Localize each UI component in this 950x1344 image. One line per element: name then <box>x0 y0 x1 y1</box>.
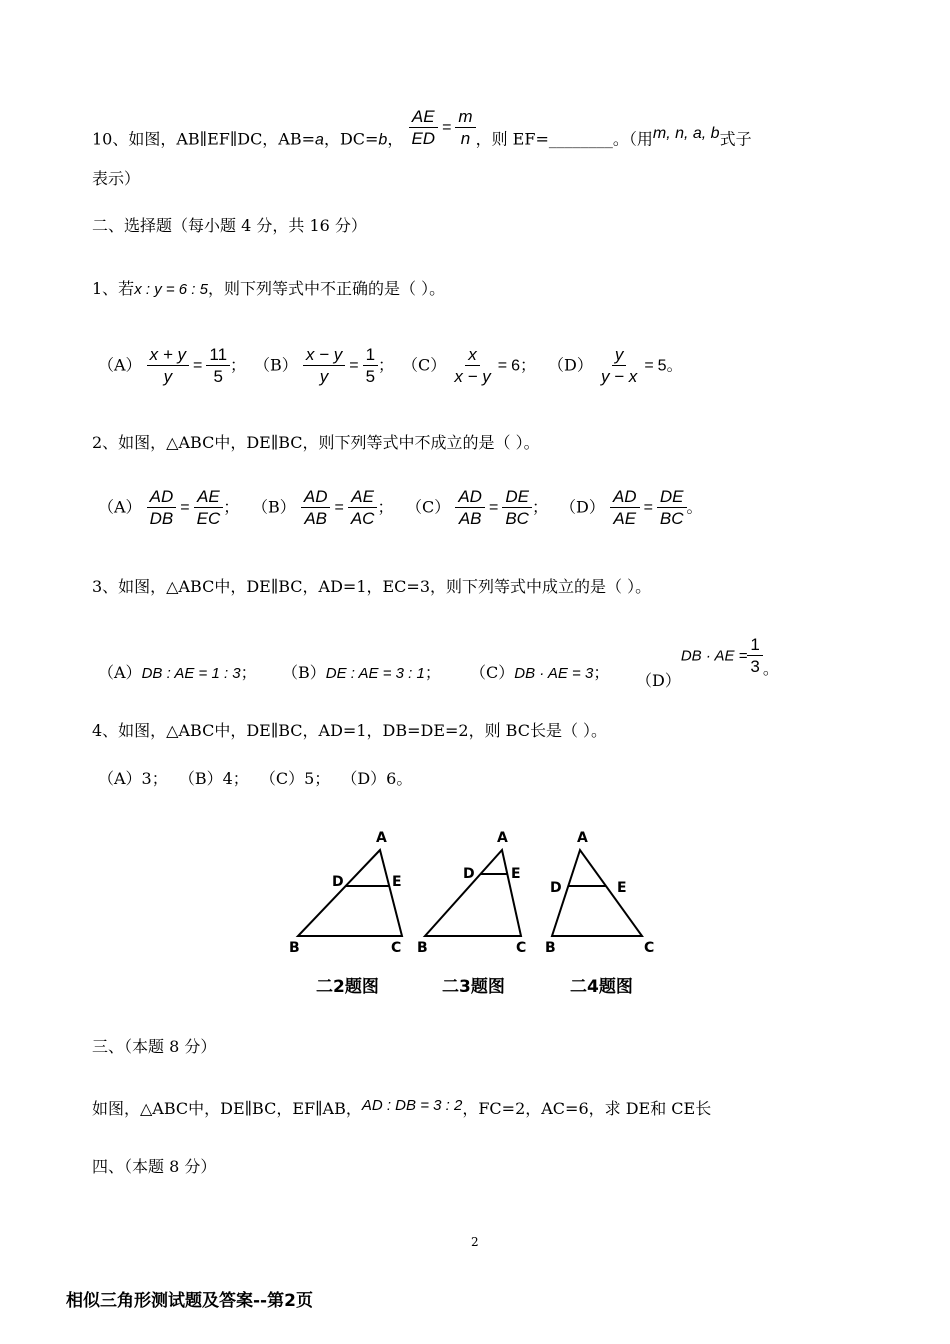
figure-caption-q3: 二3题图 <box>442 977 505 997</box>
figure-q4-triangle <box>552 850 642 936</box>
triangle-figures <box>280 828 680 968</box>
fig3-label-e: E <box>617 880 627 896</box>
s2-q4-stem: 4、如图，△ABC中，DE∥BC，AD=1，DB=DE=2，则 BC长是（ ）。 <box>92 721 608 740</box>
fig2-label-c: C <box>516 940 527 956</box>
fig3-label-a: A <box>577 830 588 846</box>
s2-q2-option-b[interactable]: （B） $\frac{AD}{AB}$ = $\frac{AE}{AC}$ ； <box>252 487 394 529</box>
fig1-label-a: A <box>376 830 387 846</box>
q10-line1: 10、如图，AB∥EF∥DC，AB=a，DC=b， $\frac{AE}{ED}$ = $\frac{m}{n}$ ，则 EF=________。（用m, n, a, b式子 <box>92 107 752 149</box>
fig2-label-a: A <box>497 830 508 846</box>
s2-q1-option-b[interactable]: （B） $\frac{x - y}{y}$ = $\frac{1}{5}$ ； <box>254 345 395 387</box>
figure-caption-q4: 二4题图 <box>570 977 633 997</box>
section3-problem: 如图，△ABC中，DE∥BC，EF∥AB，AD : DB = 3 : 2，FC=2，AC=6，求 DE和 CE长 <box>92 1097 712 1118</box>
q10-vars: m, n, a, b <box>652 125 720 143</box>
s2-q2-option-c[interactable]: （C） $\frac{AD}{AB}$ = $\frac{DE}{BC}$ ； <box>406 487 548 529</box>
page-number: 2 <box>471 1235 479 1249</box>
s2-q4-options[interactable]: （A）3； （B）4； （C）5； （D）6。 <box>98 769 413 788</box>
q10-fraction-m-n: $\frac{m}{n}$ <box>455 106 475 150</box>
s2-q2-option-d[interactable]: （D） $\frac{AD}{AE}$ = $\frac{DE}{BC}$ 。 <box>560 487 703 529</box>
figure-caption-q2: 二2题图 <box>316 977 379 997</box>
s2-q1-stem: 1、若x : y = 6 : 5，则下列等式中不正确的是（ ）。 <box>92 279 446 298</box>
fig1-label-d: D <box>332 874 344 890</box>
section4-title: 四、（本题 8 分） <box>92 1157 217 1176</box>
fig2-label-b: B <box>417 940 428 956</box>
fig1-label-e: E <box>392 874 402 890</box>
s2-q1-option-a[interactable]: （A） $\frac{x + y}{y}$ = $\frac{11}{5}$ ； <box>98 345 247 387</box>
s2-q3-stem: 3、如图，△ABC中，DE∥BC，AD=1，EC=3，则下列等式中成立的是（ ）。 <box>92 577 652 596</box>
section2-title: 二、选择题（每小题 4 分，共 16 分） <box>92 216 367 235</box>
s2-q3-option-d[interactable]: （D）DB · AE = $\frac{1}{3}$ 。 <box>636 635 779 691</box>
q10-line2: 表示） <box>92 169 141 188</box>
var-b: b <box>378 131 388 149</box>
q10-fraction-ae-ed: $\frac{AE}{ED}$ <box>408 106 438 150</box>
fig1-label-c: C <box>391 940 402 956</box>
page-footer: 相似三角形测试题及答案--第2页 <box>66 1291 313 1311</box>
fig2-label-e: E <box>511 866 521 882</box>
figure-q2-triangle <box>298 850 402 936</box>
fig3-label-d: D <box>550 880 562 896</box>
s2-q3-option-c[interactable]: （C）DB · AE = 3； <box>470 663 610 682</box>
s2-q2-stem: 2、如图，△ABC中，DE∥BC，则下列等式中不成立的是（ ）。 <box>92 433 540 452</box>
s2-q3-option-a[interactable]: （A）DB : AE = 1 : 3； <box>98 663 257 682</box>
fig3-label-c: C <box>644 940 655 956</box>
section3-title: 三、（本题 8 分） <box>92 1037 217 1056</box>
fig1-label-b: B <box>289 940 300 956</box>
fig3-label-b: B <box>545 940 556 956</box>
s2-q2-option-a[interactable]: （A） $\frac{AD}{DB}$ = $\frac{AE}{EC}$ ； <box>98 487 240 529</box>
s2-q1-option-c[interactable]: （C） $\frac{x}{x - y}$ = 6； <box>402 345 536 387</box>
s2-q3-option-b[interactable]: （B）DE : AE = 3 : 1； <box>282 663 441 682</box>
var-a: a <box>315 131 324 149</box>
s2-q1-option-d[interactable]: （D） $\frac{y}{y - x}$ = 5。 <box>548 345 683 387</box>
fig2-label-d: D <box>463 866 475 882</box>
figure-q3-triangle <box>425 850 521 936</box>
